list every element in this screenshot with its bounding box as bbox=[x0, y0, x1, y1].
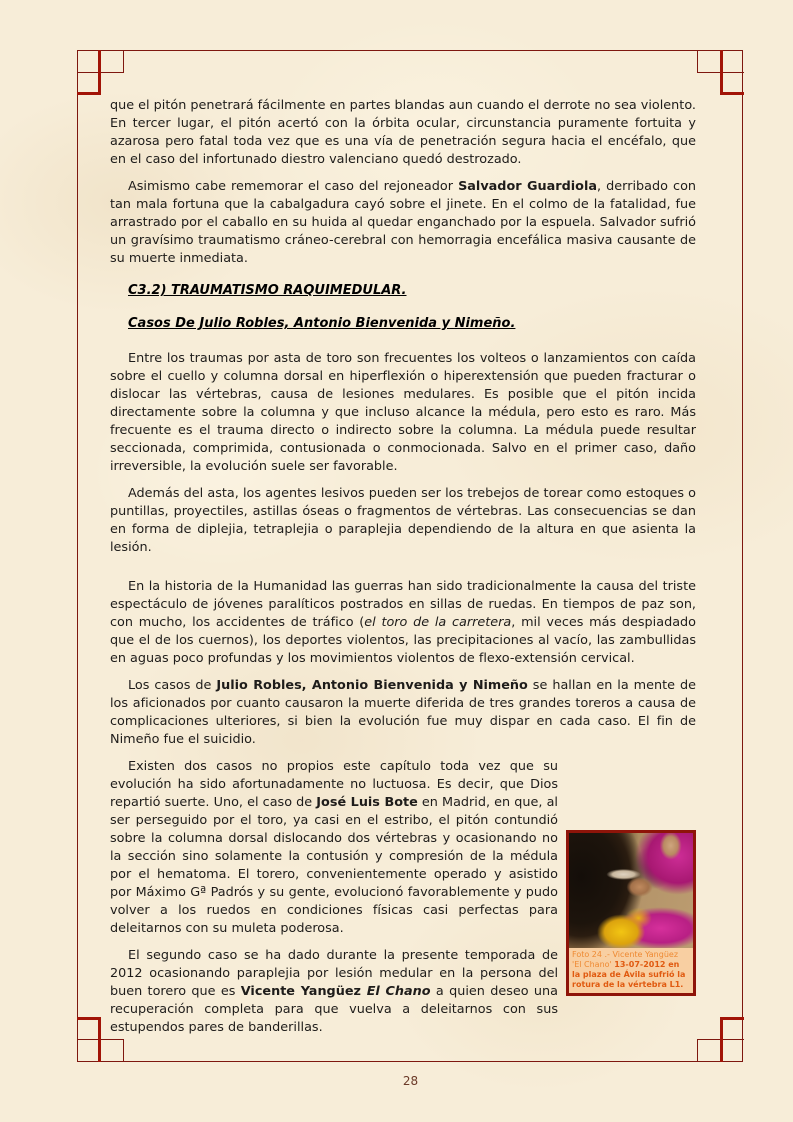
page-number: 28 bbox=[402, 1074, 419, 1088]
ornament-line bbox=[720, 92, 744, 95]
paragraph: Asimismo cabe rememorar el caso del rejoneador Salvador Guardiola, derribado con tan mala fortuna que la cabalgadura cayó sobre el jinete. En el colmo de la fatalidad, fue arrastrado por el caballo en su huida al quedar enganchado por la espuela. Salvador sufrió un gravísimo traumatismo cráneo-cerebral con hemorragia encefálica masiva causante de su muerte inmediata. bbox=[110, 179, 697, 266]
paragraph: Existen dos casos no propios este capítulo toda vez que su evolución ha sido afortunadamente no luctuosa. Es decir, que Dios repartió suerte. Uno, el caso de José Luis Bote en Madrid, en que, al ser perseguido por el toro, ya casi en el estribo, el pitón contundió sobre la columna dorsal dislocando dos vértebras y ocasionando no la sección sino solamente la contusión y compresión de la médula por el hematoma. El torero, convenientemente operado y asistido por Máximo Gª Padrós y su gente, evolucionó favorablemente y pudo volver a los ruedos en condiciones físicas casi perfectas para deleitarnos con su muleta poderosa. bbox=[110, 759, 558, 936]
ornament-line bbox=[697, 1039, 698, 1062]
ornament-line bbox=[720, 50, 723, 95]
article-body bbox=[110, 97, 696, 1046]
ornament-line bbox=[123, 50, 124, 73]
paragraph: El segundo caso se ha dado durante la presente temporada de 2012 ocasionando paraplejia por lesión medular en la persona del buen torero que es Vicente Yangüez El Chano a quien deseo una recuperación completa para que vuelva a deleitarnos con sus estupendos pares de banderillas. bbox=[110, 948, 558, 1035]
ornament-line bbox=[697, 50, 698, 73]
subsection-heading: Casos De Julio Robles, Antonio Bienvenida y Nimeño. bbox=[128, 316, 516, 331]
corner-ornament-bottom-right bbox=[697, 1017, 744, 1062]
paragraph: Los casos de Julio Robles, Antonio Bienvenida y Nimeño se hallan en la mente de los aficionados por cuanto causaron la muerte diferida de tres grandes toreros a causa de complicaciones ulteriores, si bien la evolución fue muy dispar en cada caso. El fin de Nimeño fue el suicidio. bbox=[110, 678, 696, 747]
ornament-line bbox=[77, 1017, 101, 1020]
ornament-line bbox=[720, 1017, 723, 1062]
ornament-line bbox=[98, 50, 101, 95]
ornament-line bbox=[77, 92, 101, 95]
paragraph: En la historia de la Humanidad las guerras han sido tradicionalmente la causa del triste espectáculo de jóvenes paralíticos postrados en sillas de ruedas. En tiempos de paz son, con mucho, los accidentes de tráfico (el toro de la carretera, mil veces más despiadado que el de los cuernos), los deportes violentos, las precipitaciones al vacío, las zambullidas en aguas poco profundas y los movimientos violentos de flexo-extensión cervical. bbox=[110, 579, 696, 666]
corner-ornament-top-right bbox=[697, 50, 744, 95]
paragraph: Además del asta, los agentes lesivos pueden ser los trebejos de torear como estoques o puntillas, proyectiles, astillas óseas o fragmentos de vértebras. Las consecuencias se dan en forma de diplejia, tetraplejia o paraplejia dependiendo de la altura en que asienta la lesión. bbox=[110, 486, 696, 555]
corner-ornament-top-left bbox=[77, 50, 124, 95]
paragraph: que el pitón penetrará fácilmente en partes blandas aun cuando el derrote no sea violento. En tercer lugar, el pitón acertó con la órbita ocular, circunstancia puramente fortuita y azarosa pero fatal toda vez que es una vía de penetración segura hacia el encéfalo, que en el caso del infortunado diestro valenciano quedó destrozado. bbox=[110, 98, 696, 167]
paragraph: Entre los traumas por asta de toro son frecuentes los volteos o lanzamientos con caída sobre el cuello y columna dorsal en hiperflexión o hiperextensión que pueden fracturar o dislocar las vértebras, causa de lesiones medulares. Es posible que el pitón incida directamente sobre la columna y que incluso alcance la médula, pero esto es raro. Más frecuente es el trauma directo o indirecto sobre la columna. La médula puede resultar seccionada, comprimida, contusionada o conmocionada. Salvo en el primer caso, daño irreversible, la evolución suele ser favorable. bbox=[110, 351, 696, 474]
ornament-line bbox=[720, 1017, 744, 1020]
photo-caption: Foto 24 .- Vicente Yangüez 'El Chano' 13-07-2012 en la plaza de Ávila sufrió la rotura de la vértebra L1. bbox=[572, 950, 686, 989]
bullfight-goring-photo bbox=[569, 833, 693, 948]
ornament-line bbox=[98, 1017, 101, 1062]
photo-figure bbox=[566, 830, 696, 996]
section-heading: C3.2) TRAUMATISMO RAQUIMEDULAR. bbox=[128, 283, 407, 298]
